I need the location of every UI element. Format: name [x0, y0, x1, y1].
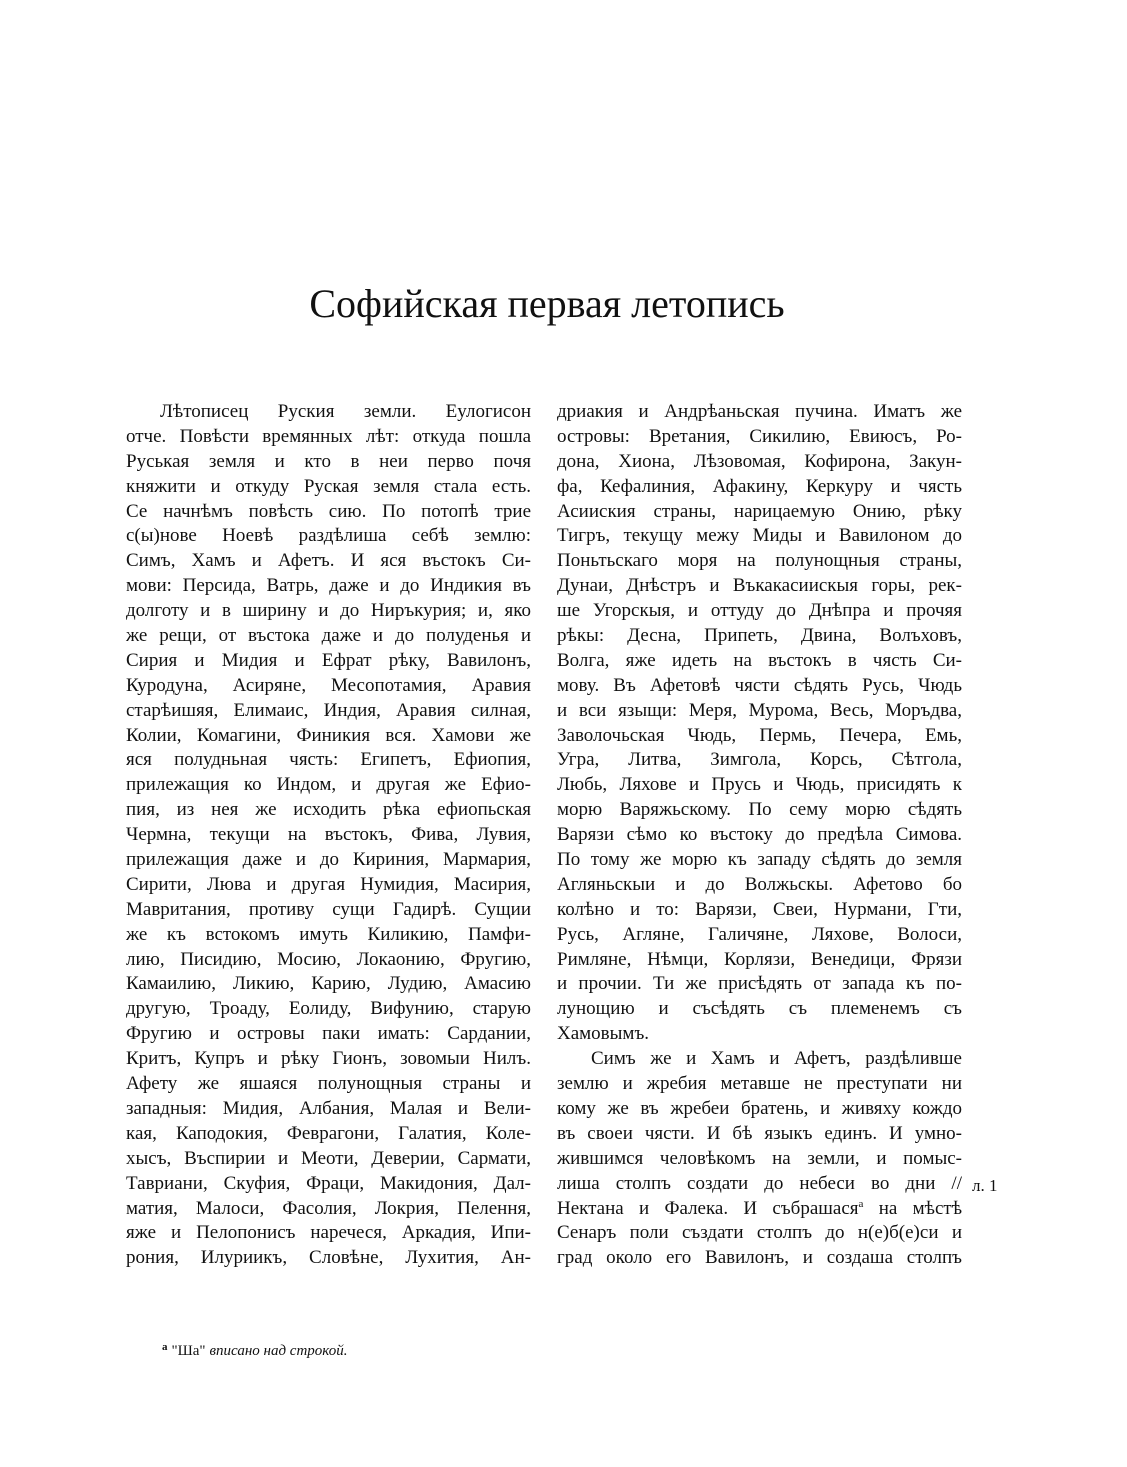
text-line: Сирия и Мидия и Ефрат рѣку, Вавилонъ, — [126, 649, 531, 671]
text-line: колѣно и то: Варязи, Свеи, Нурмани, Гти, — [557, 898, 962, 920]
text-line: кому же въ жребеи братень, и живяху кождо — [557, 1097, 962, 1119]
text-line: долготу и в ширину и до Ниръкурия; и, яко — [126, 600, 531, 622]
text-line: Волга, яже идеть на въстокъ в чясть Си- — [557, 649, 962, 671]
text-line: жившимся человѣкомъ на земли, и помыс- — [557, 1147, 962, 1169]
text-line: Агляньскыи и до Волжьскы. Афетово бо — [557, 873, 962, 895]
text-line: мову. Въ Афетовѣ чясти сѣдять Русь, Чюдь — [557, 674, 962, 696]
text-line: Афету же яшаяся полунощныя страны и — [126, 1073, 531, 1095]
text-line: островы: Вретания, Сикилию, Евиюсъ, Ро- — [557, 425, 962, 447]
folio-margin-note: л. 1 — [972, 1176, 998, 1195]
text-line: Сирити, Люва и другая Нумидия, Масирия, — [126, 873, 531, 895]
text-line: с(ы)нове Ноевѣ раздѣлиша себѣ землю: — [126, 525, 531, 547]
text-line: лунощию и съсѣдять съ племенемъ съ — [557, 998, 962, 1020]
text-line: Фругию и островы паки имать: Сардании, — [126, 1023, 531, 1045]
text-line-with-footnote — [557, 1197, 962, 1222]
text-line: княжити и откуду Руская земля стала есть. — [126, 475, 531, 497]
text-line: въ своеи чясти. И бѣ языкъ единъ. И умно- — [557, 1122, 962, 1144]
text-line: Варязи сѣмо ко въстоку до предѣла Симова. — [557, 824, 962, 846]
text-segment: Нектана и Фалека. И събрашася — [557, 1197, 859, 1219]
text-line: Камаилию, Ликию, Карию, Лудию, Амасию — [126, 973, 531, 995]
text-line: яся полудньная чясть: Египетъ, Ефиопия, — [126, 749, 531, 771]
text-line: западныя: Мидия, Албания, Малая и Вели- — [126, 1097, 531, 1119]
text-line: град около его Вавилонъ, и создаша столпъ — [557, 1247, 962, 1269]
footnote-quote: "Ша" — [171, 1343, 206, 1359]
text-line: дона, Хиона, Лѣзовомая, Кофирона, Закун- — [557, 450, 962, 472]
text-line: фа, Кефалиния, Афакину, Керкуру и чясть — [557, 475, 962, 497]
text-line: хысъ, Въспирии и Меоти, Деверии, Сармати, — [126, 1147, 531, 1169]
text-line: Симъ же и Хамъ и Афетъ, раздѣливше — [591, 1048, 962, 1070]
text-line: Асииския страны, нарицаемую Онию, рѣку — [557, 500, 962, 522]
text-line: ше Угорскыя, и оттуду до Днѣпра и прочяя — [557, 600, 962, 622]
text-line: Тавриани, Скуфия, Фраци, Макидония, Дал- — [126, 1172, 531, 1194]
text-line: и прочии. Ти же присѣдять от запада къ по- — [557, 973, 962, 995]
text-line: отче. Повѣсти времянных лѣт: откуда пошла — [126, 425, 531, 447]
text-line: прилежащия ко Индом, и другая же Ефио- — [126, 774, 531, 796]
text-line: Куродуна, Асиряне, Месопотамия, Аравия — [126, 674, 531, 696]
text-line: Любь, Ляхове и Прусь и Чюдь, присидять к — [557, 774, 962, 796]
footnote-mark: а — [162, 1341, 168, 1353]
text-line: Хамовымъ. — [557, 1023, 650, 1045]
text-line: Угра, Литва, Зимгола, Корсь, Сѣтгола, — [557, 749, 962, 771]
text-line: Мавритания, противу сущи Гадирѣ. Сущии — [126, 898, 531, 920]
text-line: матия, Малоси, Фасолия, Локрия, Пелення, — [126, 1197, 531, 1219]
text-line: морю Варяжьскому. По сему морю сѣдять — [557, 799, 962, 821]
text-line: Тигръ, текущу межу Миды и Вавилоном до — [557, 525, 962, 547]
footnote-text: вписано над строкой. — [209, 1343, 348, 1359]
text-line: Римляне, Нѣмци, Корлязи, Венедици, Фрязи — [557, 948, 962, 970]
left-column — [126, 400, 531, 1271]
right-column — [557, 400, 962, 1271]
text-line: лиша столпъ создати до небеси во дни // — [557, 1172, 962, 1194]
text-line: Чермна, текущи на въстокъ, Фива, Лувия, — [126, 824, 531, 846]
text-line: другую, Троаду, Еолиду, Вифунию, старую — [126, 998, 531, 1020]
text-line: По тому же морю къ западу сѣдять до земля — [557, 849, 962, 871]
footnote — [162, 1340, 347, 1362]
text-line: землю и жребия метавше не преступати ни — [557, 1073, 962, 1095]
text-line: лию, Писидию, Мосию, Локаонию, Фругию, — [126, 948, 531, 970]
text-segment: на мѣстѣ — [878, 1197, 963, 1219]
text-line: Се начнѣмъ повѣсть сию. По потопѣ трие — [126, 500, 531, 522]
text-line: яже и Пелопонисъ наречеся, Аркадия, Ипи- — [126, 1222, 531, 1244]
text-line: кая, Каподокия, Феврагони, Галатия, Коле- — [126, 1122, 531, 1144]
text-line: пия, из нея же исходить рѣка ефиопьская — [126, 799, 531, 821]
text-line: Заволочьская Чюдь, Пермь, Печера, Емь, — [557, 724, 962, 746]
page-title: Софийская первая летопись — [309, 281, 785, 326]
text-line: и вси языщи: Меря, Мурома, Весь, Моръдва, — [557, 699, 962, 721]
text-line: прилежащия даже и до Кириния, Мармария, — [126, 849, 531, 871]
text-line: же къ встокомъ имуть Киликию, Памфи- — [126, 923, 531, 945]
text-line: Русь, Агляне, Галичяне, Ляхове, Волоси, — [557, 923, 962, 945]
text-line: мови: Персида, Ватрь, даже и до Индикия въ — [126, 575, 531, 597]
text-line: рѣкы: Десна, Припеть, Двина, Волъховъ, — [557, 625, 962, 647]
text-line: же рещи, от въстока даже и до полуденья и — [126, 625, 531, 647]
text-line: дриакия и Андрѣаньская пучина. Иматъ же — [557, 401, 962, 422]
footnote-ref: а — [858, 1197, 864, 1210]
text-line: Критъ, Купръ и рѣку Гионъ, зовомыи Нилъ. — [126, 1048, 531, 1070]
text-line: Руськая земля и кто в неи перво почя — [126, 450, 531, 472]
text-line: Дунаи, Днѣстръ и Въкакасиискыя горы, рек- — [557, 575, 962, 597]
text-line: старѣишяя, Елимаис, Индия, Аравия силная, — [126, 699, 531, 721]
text-line: Лѣтописец Руския земли. Еулогисон — [160, 401, 531, 422]
text-line: Колии, Комагини, Финикия вся. Хамови же — [126, 724, 531, 746]
text-line: рония, Илуриикъ, Словѣне, Лухития, Ан- — [126, 1247, 531, 1269]
text-line: Сенаръ поли създати столпъ до н(е)б(е)си и — [557, 1222, 962, 1244]
text-line: Поньтьскаго моря на полунощныя страны, — [557, 550, 962, 572]
text-line: Симъ, Хамъ и Афетъ. И яся въстокъ Си- — [126, 550, 531, 572]
